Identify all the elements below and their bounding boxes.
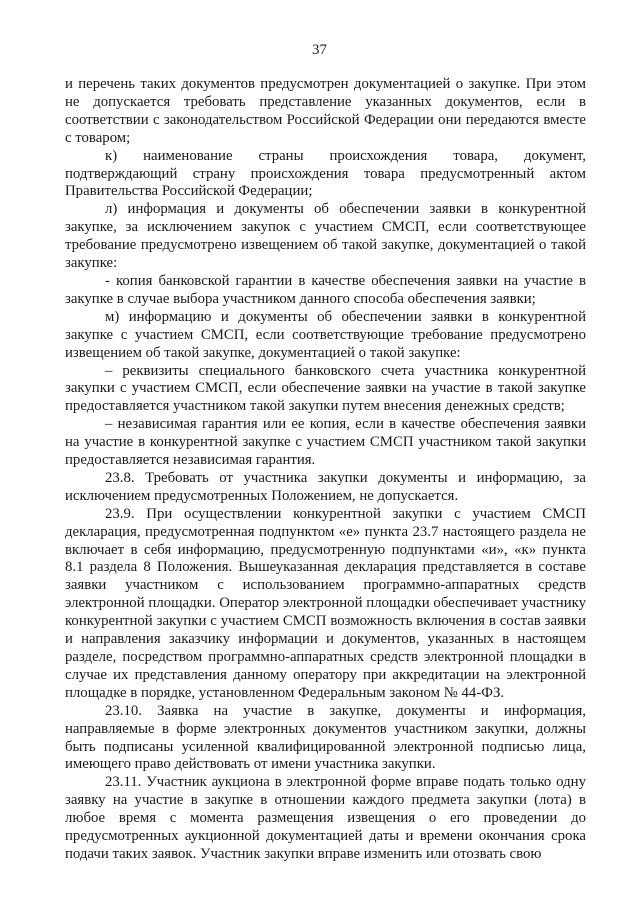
paragraph: - копия банковской гарантии в качестве обеспечения заявки на участие в закупке в случае выбора участником данного способа обеспечения заявки; <box>65 272 586 307</box>
paragraph: к) наименование страны происхождения товара, документ, подтверждающий страну происхождения товара предусмотренный актом Правительства Российской Федерации; <box>65 147 586 200</box>
paragraph: 23.11. Участник аукциона в электронной форме вправе подать только одну заявку на участие в закупке в отношении каждого предмета закупки (лота) в любое время с момента размещения извещения о его проведении до предусмотренных аукционной документацией даты и времени окончания срока подачи таких заявок. Участник закупки вправе изменить или отозвать свою <box>65 774 586 862</box>
paragraph: м) информацию и документы об обеспечении заявки в конкурентной закупке с участием СМСП, если соответствующие требование предусмотрено извещением об такой закупке, документацией о такой закупке: <box>65 308 586 361</box>
paragraph: л) информация и документы об обеспечении заявки в конкурентной закупке, за исключением закупок с участием СМСП, если соответствующее требование предусмотрено извещением об такой закупке, документацией о такой закупке: <box>65 201 586 272</box>
page-number: 37 <box>312 42 327 58</box>
paragraph: 23.9. При осуществлении конкурентной закупки с участием СМСП декларация, предусмотренная подпунктом «е» пункта 23.7 настоящего раздела не включает в себя информацию, предусмотренную подпунктами «и», «к» пункта 8.1 раздела 8 Положения. Вышеуказанная декларация представляется в составе заявки участником с использованием программно-аппаратных средств электронной площадки. Оператор электронной площадки обеспечивает участнику конкурентной закупки с участием СМСП возможность включения в состав заявки и направления заказчику информации и документов, указанных в настоящем разделе, посредством программно-аппаратных средств электронной площадки в случае их представления данному оператору при аккредитации на электронной площадке в порядке, установленном Федеральным законом № 44-ФЗ. <box>65 505 586 701</box>
paragraph: 23.10. Заявка на участие в закупке, документы и информация, направляемые в форме электронных документов участником закупки, должны быть подписаны усиленной квалифицированной электронной подписью лица, имеющего право действовать от имени участника закупки. <box>65 702 586 773</box>
paragraph: и перечень таких документов предусмотрен документацией о закупке. При этом не допускается требовать представление указанных документов, если в соответствии с законодательством Российской Федерации они передаются вместе с товаром; <box>65 76 586 146</box>
paragraph: – реквизиты специального банковского счета участника конкурентной закупки с участием СМСП, если обеспечение заявки на участие в такой закупке предоставляется участником такой закупки путем внесения денежных средств; <box>65 362 586 415</box>
paragraph: 23.8. Требовать от участника закупки документы и информацию, за исключением предусмотренных Положением, не допускается. <box>65 469 586 504</box>
document-body <box>65 76 586 864</box>
paragraph: – независимая гарантия или ее копия, если в качестве обеспечения заявки на участие в конкурентной закупке с участием СМСП участником такой закупки предоставляется независимая гарантия. <box>65 416 586 469</box>
